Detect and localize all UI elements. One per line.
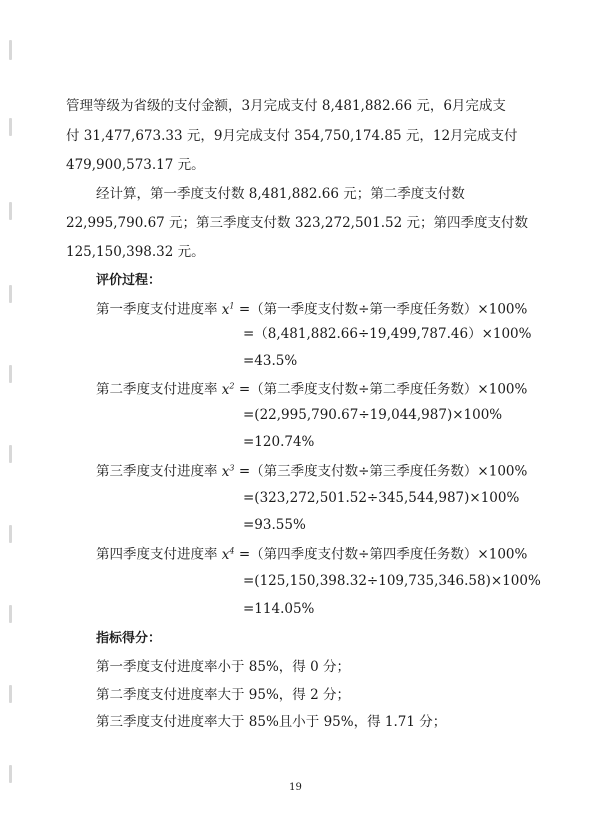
- q1-variable: $x_1$: [221, 301, 235, 318]
- paragraph-line: 管理等级为省级的支付金额，3月完成支付 8,481,882.66 元，6月完成支: [66, 98, 506, 114]
- scoring-item: 第一季度支付进度率小于 85%，得 0 分；: [96, 659, 350, 675]
- q1-label: 第一季度支付进度率: [96, 301, 218, 318]
- paragraph-line: 22,995,790.67 元；第三季度支付数 323,272,501.52 元；第四季度支付数: [66, 215, 528, 231]
- paragraph-line: 付 31,477,673.33 元，9月完成支付 354,750,174.85 元，12月完成支付: [66, 128, 518, 144]
- scan-mark: [9, 605, 12, 623]
- q2-result: =120.74%: [243, 434, 315, 450]
- scoring-item: 第三季度支付进度率大于 85%且小于 95%，得 1.71 分；: [96, 714, 447, 730]
- q4-calc: =(125,150,398.32÷109,735,346.58)×100%: [243, 573, 541, 589]
- q2-formula: =（第二季度支付数÷第二季度任务数）×100%: [238, 381, 528, 398]
- q3-result: =93.55%: [243, 517, 306, 533]
- q4-variable: $x_4$: [221, 546, 235, 563]
- q1-formula-line: [96, 302, 527, 317]
- q3-formula-line: [96, 464, 527, 479]
- scan-mark: [9, 118, 12, 136]
- scan-mark: [9, 685, 12, 703]
- page-number: 19: [289, 782, 302, 793]
- q3-label: 第三季度支付进度率: [96, 463, 218, 480]
- scan-mark: [9, 445, 12, 463]
- q4-result: =114.05%: [243, 601, 315, 617]
- q4-formula: =（第四季度支付数÷第四季度任务数）×100%: [238, 546, 528, 563]
- evaluation-heading: 评价过程：: [96, 273, 162, 288]
- q1-formula: =（第一季度支付数÷第一季度任务数）×100%: [238, 301, 528, 318]
- scan-mark: [9, 525, 12, 543]
- scoring-heading: 指标得分：: [96, 631, 162, 646]
- q2-variable: $x_2$: [221, 381, 235, 398]
- paragraph-line: 479,900,573.17 元。: [66, 157, 205, 173]
- q2-formula-line: [96, 382, 527, 397]
- q1-result: =43.5%: [243, 353, 298, 369]
- scoring-item: 第二季度支付进度率大于 95%，得 2 分；: [96, 687, 350, 703]
- q4-label: 第四季度支付进度率: [96, 546, 218, 563]
- q3-variable: $x_3$: [221, 463, 235, 480]
- scan-mark: [9, 765, 12, 783]
- q2-label: 第二季度支付进度率: [96, 381, 218, 398]
- paragraph-line: 125,150,398.32 元。: [66, 244, 205, 260]
- q3-calc: =(323,272,501.52÷345,544,987)×100%: [243, 490, 520, 506]
- scan-mark: [9, 365, 12, 383]
- paragraph-line: 经计算，第一季度支付数 8,481,882.66 元；第二季度支付数: [96, 186, 465, 202]
- scan-mark: [9, 285, 12, 303]
- q1-calc: =（8,481,882.66÷19,499,787.46）×100%: [243, 326, 532, 342]
- scan-mark: [9, 40, 12, 60]
- scan-mark: [9, 202, 12, 220]
- q4-formula-line: [96, 547, 527, 562]
- q2-calc: =(22,995,790.67÷19,044,987)×100%: [243, 407, 503, 423]
- q3-formula: =（第三季度支付数÷第三季度任务数）×100%: [238, 463, 528, 480]
